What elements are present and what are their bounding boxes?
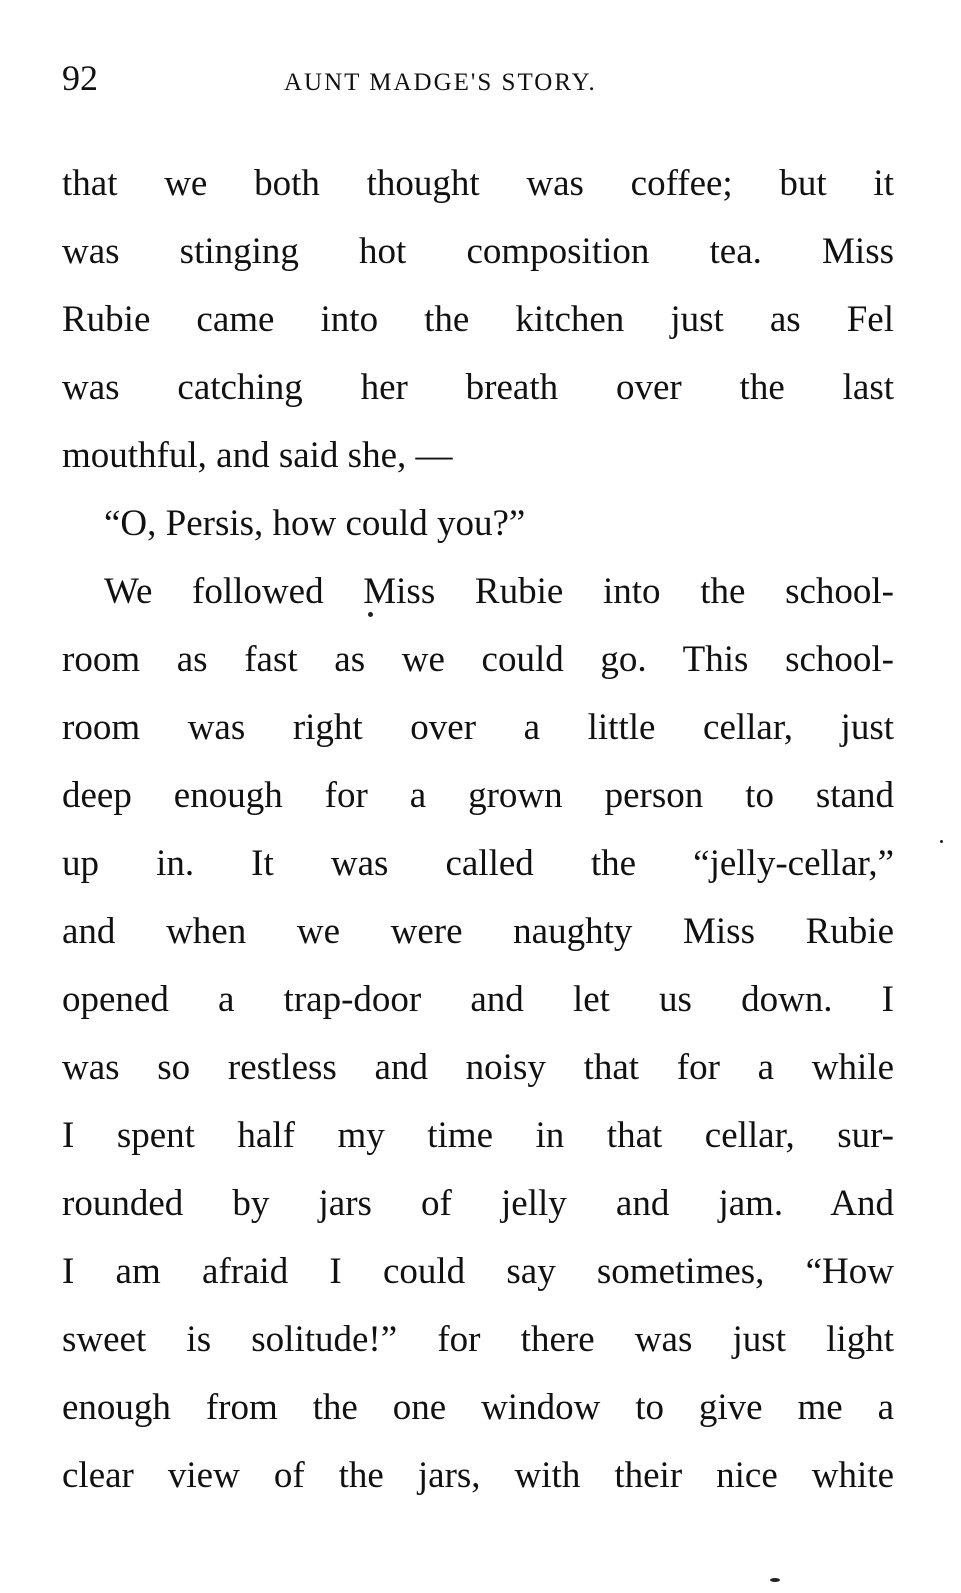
text-line: enough from the one window to give me a [62, 1387, 894, 1428]
text-line: room as fast as we could go. This school- [62, 639, 894, 680]
page-header [62, 56, 894, 106]
text-line: deep enough for a grown person to stand [62, 775, 894, 816]
print-speck [940, 840, 943, 843]
text-line: I spent half my time in that cellar, sur- [62, 1115, 894, 1156]
text-line: was so restless and noisy that for a while [62, 1047, 894, 1088]
text-line: and when we were naughty Miss Rubie [62, 911, 894, 952]
body-text [62, 150, 894, 1510]
text-line: was stinging hot composition tea. Miss [62, 231, 894, 272]
text-line: “O, Persis, how could you?” [104, 503, 526, 544]
running-head: AUNT MADGE'S STORY. [284, 69, 597, 96]
text-line: We followed Miss Rubie into the school- [104, 571, 894, 612]
text-line: Rubie came into the kitchen just as Fel [62, 299, 894, 340]
text-line: opened a trap-door and let us down. I [62, 979, 894, 1020]
text-line: sweet is solitude!” for there was just light [62, 1319, 894, 1360]
text-line: was catching her breath over the last [62, 367, 894, 408]
text-line: up in. It was called the “jelly-cellar,” [62, 843, 894, 884]
text-line: room was right over a little cellar, just [62, 707, 894, 748]
text-line: clear view of the jars, with their nice white [62, 1455, 894, 1496]
print-speck [368, 612, 373, 617]
text-line: rounded by jars of jelly and jam. And [62, 1183, 894, 1224]
text-line: that we both thought was coffee; but it [62, 163, 894, 204]
text-line: mouthful, and said she, — [62, 435, 453, 476]
text-line: I am afraid I could say sometimes, “How [62, 1251, 894, 1292]
page-number: 92 [62, 58, 98, 98]
print-speck [770, 1578, 780, 1582]
